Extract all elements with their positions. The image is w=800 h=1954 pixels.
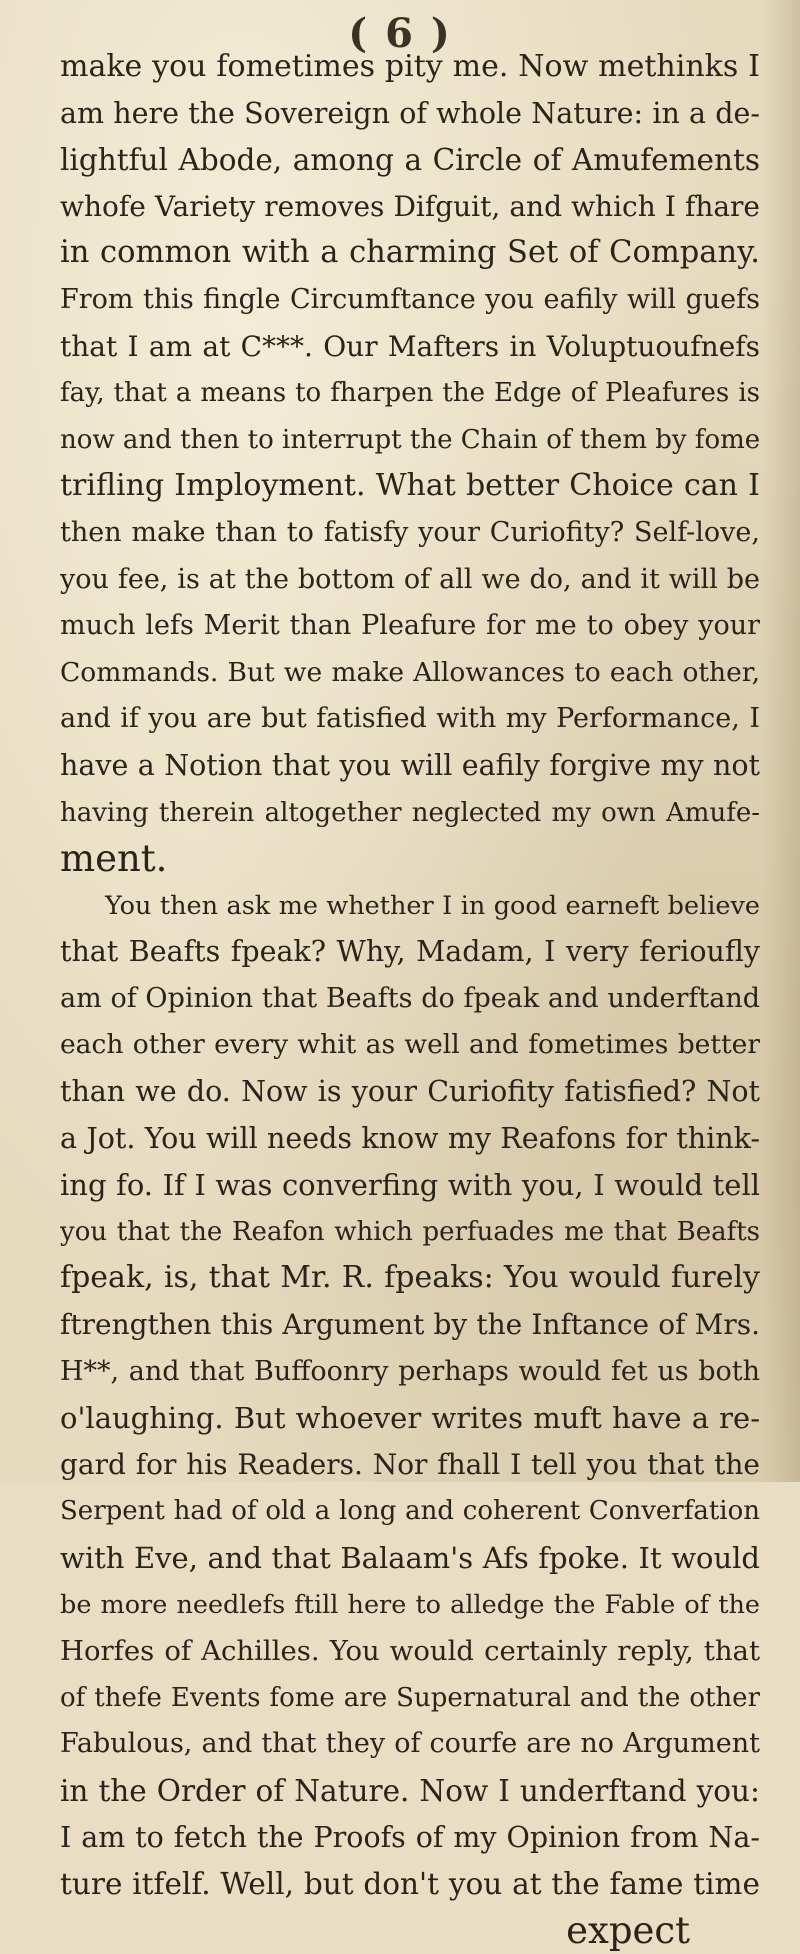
paragraph-start-line: You then ask me whether I in good earneft believe: [105, 890, 760, 921]
text-line: Fabulous, and that they of courfe are no Argument: [60, 1728, 760, 1760]
text-line: be more needlefs ftill here to alledge the Fable of the: [60, 1589, 760, 1620]
text-line: From this fingle Circumftance you eafily will guefs: [60, 283, 760, 315]
text-line: Commands. But we make Allowances to each other,: [60, 656, 760, 688]
text-line: each other every whit as well and fometimes better: [60, 1029, 760, 1061]
text-line: am of Opinion that Beafts do fpeak and underftand: [60, 982, 760, 1014]
text-line: than we do. Now is your Curiofity fatisfied? Not: [60, 1075, 760, 1109]
text-line: you fee, is at the bottom of all we do, and it will be: [60, 563, 760, 595]
text-line: then make than to fatisfy your Curiofity? Self-love,: [60, 516, 760, 548]
text-line: that Beafts fpeak? Why, Madam, I very ferioufly: [60, 935, 760, 969]
text-line: a Jot. You will needs know my Reafons for think-: [60, 1121, 760, 1155]
text-line: in the Order of Nature. Now I underftand you:: [60, 1773, 760, 1808]
text-line: ture itfelf. Well, but don't you at the fame time: [60, 1867, 760, 1902]
text-line: that I am at C***. Our Mafters in Voluptuoufnefs: [60, 329, 760, 363]
text-line: am here the Sovereign of whole Nature: in a de-: [60, 96, 760, 130]
text-line: have a Notion that you will eafily forgive my not: [60, 748, 760, 782]
text-line: H**, and that Buffoonry perhaps would fet us both: [60, 1355, 760, 1387]
page-edge-shadow: [762, 0, 800, 1482]
text-line: lightful Abode, among a Circle of Amufements: [60, 143, 760, 178]
text-line: with Eve, and that Balaam's Afs fpoke. It would: [60, 1541, 760, 1575]
text-line: having therein altogether neglected my own Amufe-: [60, 797, 760, 828]
text-line: make you fometimes pity me. Now methinks I: [60, 49, 760, 84]
text-line: of thefe Events fome are Supernatural and the other: [60, 1682, 760, 1713]
text-line: and if you are but fatisfied with my Performance, I: [60, 703, 760, 735]
text-line: I am to fetch the Proofs of my Opinion from Na-: [60, 1820, 760, 1854]
text-line: o'laughing. But whoever writes muft have a re-: [60, 1401, 760, 1436]
text-line: ing fo. If I was converfing with you, I would tell: [60, 1168, 760, 1203]
page-number: ( 6 ): [348, 10, 452, 57]
body-text: [60, 44, 760, 1954]
text-line: in common with a charming Set of Company.: [60, 235, 760, 271]
text-line: much lefs Merit than Pleafure for me to obey your: [60, 610, 760, 642]
text-line: fpeak, is, that Mr. R. fpeaks: You would furely: [60, 1260, 760, 1296]
text-line: you that the Reafon which perfuades me that Beafts: [60, 1216, 760, 1247]
text-line: now and then to interrupt the Chain of them by fome: [60, 424, 760, 455]
text-line: trifling Imployment. What better Choice can I: [60, 468, 760, 504]
text-line: ment.: [60, 837, 168, 881]
text-line: whofe Variety removes Difguit, and which I fhare: [60, 189, 760, 223]
text-line: Horfes of Achilles. You would certainly reply, that: [60, 1635, 760, 1668]
text-line: fay, that a means to fharpen the Edge of Pleafures is: [60, 378, 760, 409]
text-line: Serpent had of old a long and coherent Converfation: [60, 1496, 760, 1527]
catchword: expect: [566, 1908, 690, 1952]
text-line: ftrengthen this Argument by the Inftance of Mrs.: [60, 1308, 760, 1342]
text-line: gard for his Readers. Nor fhall I tell you that the: [60, 1447, 760, 1481]
